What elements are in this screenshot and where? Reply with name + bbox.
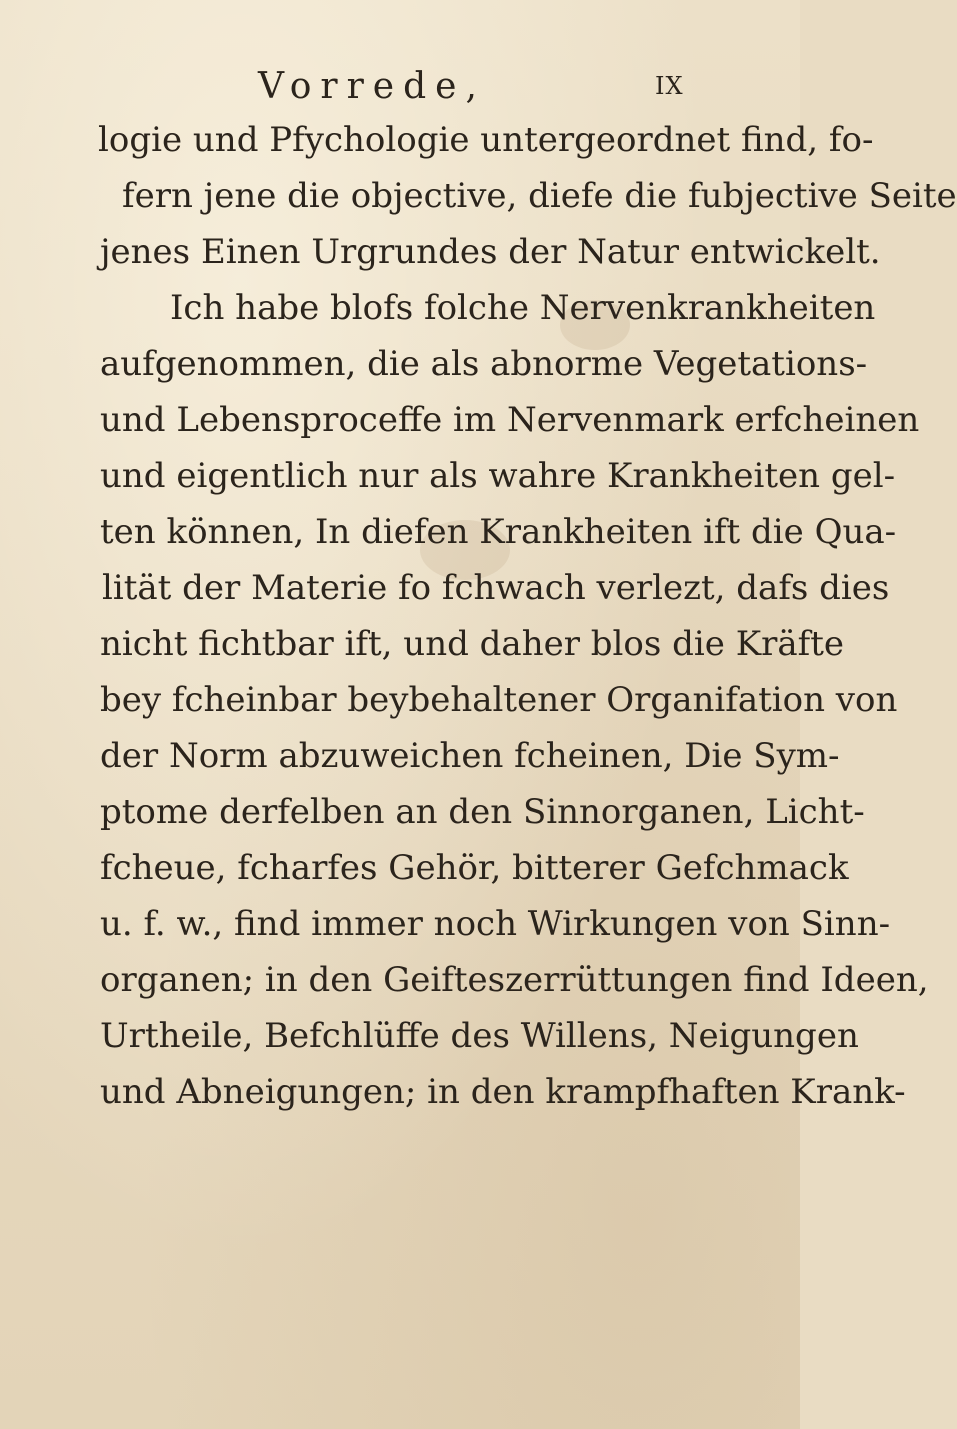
text-line: aufgenommen, die als abnorme Vegetations- (100, 344, 868, 384)
text-line: organen; in den Geifteszerrüttungen find Ideen, (100, 960, 929, 1000)
text-line: jenes Einen Urgrundes der Natur entwickelt. (100, 232, 881, 272)
text-line: und Lebensproceffe im Nervenmark erfcheinen (100, 400, 920, 440)
text-line: logie und Pfychologie untergeordnet find, fo- (98, 120, 874, 160)
text-line: u. f. w., find immer noch Wirkungen von Sinn- (100, 904, 891, 944)
text-line: ten können, In diefen Krankheiten ift die Qua- (100, 512, 897, 552)
text-line: fcheue, fcharfes Gehör, bitterer Gefchmack (100, 848, 849, 888)
running-title: Vorrede, (258, 66, 486, 107)
text-line: Urtheile, Befchlüffe des Willens, Neigungen (100, 1016, 859, 1056)
text-line: nicht fichtbar ift, und daher blos die Kräfte (100, 624, 844, 664)
text-line: und Abneigungen; in den krampfhaften Krank- (100, 1072, 906, 1112)
text-line: Ich habe blofs folche Nervenkrankheiten (170, 288, 876, 328)
text-line: und eigentlich nur als wahre Krankheiten gel- (100, 456, 896, 496)
text-line: fern jene die objective, diefe die fubjective Seite (122, 176, 957, 216)
page-number: IX (655, 72, 684, 100)
text-line: bey fcheinbar beybehaltener Organifation von (100, 680, 898, 720)
text-line: lität der Materie fo fchwach verlezt, dafs dies (102, 568, 890, 608)
text-line: ptome derfelben an den Sinnorganen, Licht- (100, 792, 865, 832)
text-line: der Norm abzuweichen fcheinen, Die Sym- (100, 736, 840, 776)
